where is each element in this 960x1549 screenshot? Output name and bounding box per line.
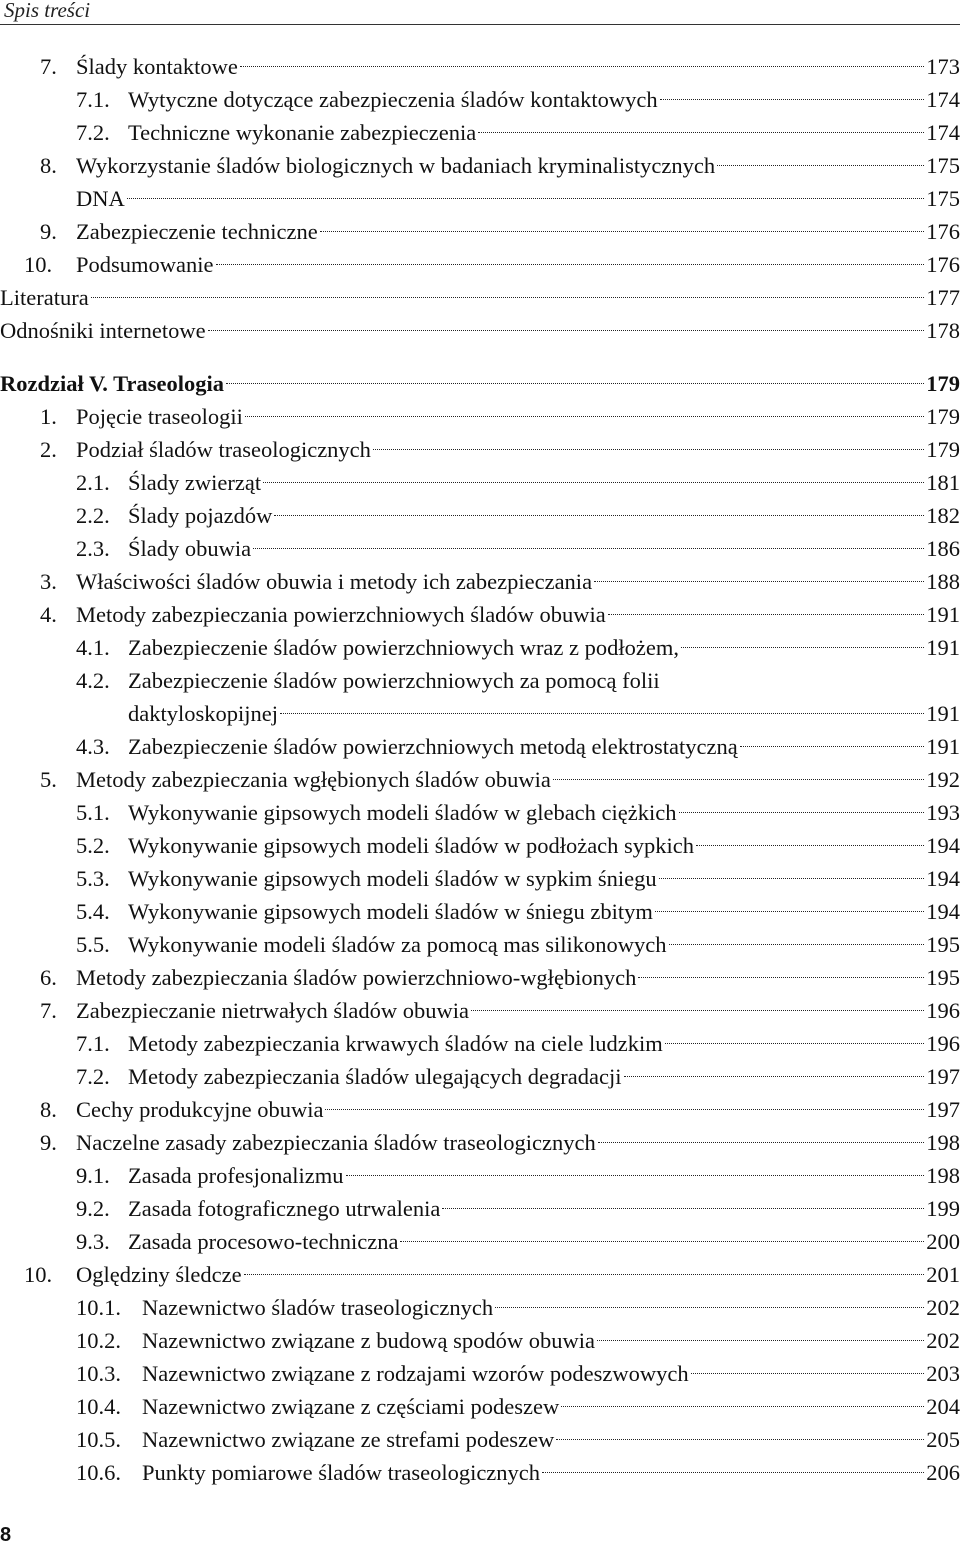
- toc-entry-page: 191: [926, 734, 960, 759]
- dot-leader: [669, 944, 925, 945]
- toc-entry[interactable]: [0, 1060, 960, 1093]
- toc-entry[interactable]: [0, 1258, 960, 1291]
- toc-entry-title: Punkty pomiarowe śladów traseologicznych: [142, 1460, 541, 1485]
- dot-leader: [346, 1175, 925, 1176]
- toc-entry-number: 7.: [40, 54, 57, 79]
- toc-entry-page: 186: [926, 536, 960, 561]
- dot-leader: [471, 1010, 924, 1011]
- toc-entry-number: 4.2.: [76, 668, 110, 693]
- toc-entry[interactable]: [0, 1225, 960, 1258]
- dot-leader: [717, 165, 924, 166]
- toc-entry[interactable]: [0, 1126, 960, 1159]
- toc-entry-page: 191: [926, 602, 960, 627]
- toc-entry-number: 2.: [40, 437, 57, 462]
- dot-leader: [263, 482, 924, 483]
- toc-entry-number: 10.6.: [76, 1460, 121, 1485]
- toc-entry-title: Cechy produkcyjne obuwia: [76, 1097, 324, 1122]
- toc-entry-page: 197: [926, 1064, 960, 1089]
- dot-leader: [226, 383, 924, 384]
- toc-entry[interactable]: [0, 314, 960, 347]
- toc-entry-number: 7.1.: [76, 1031, 110, 1056]
- toc-entry-number: 2.3.: [76, 536, 110, 561]
- toc-entry-number: 10.: [24, 1262, 53, 1287]
- toc-entry[interactable]: [0, 763, 960, 796]
- dot-leader: [478, 132, 924, 133]
- toc-entry-title: Ślady pojazdów: [128, 503, 273, 528]
- toc-entry[interactable]: [0, 215, 960, 248]
- dot-leader: [556, 1439, 924, 1440]
- toc-entry-page: 199: [926, 1196, 960, 1221]
- toc-entry-title-line1: Zabezpieczenie śladów powierzchniowych za pomocą folii: [128, 668, 660, 693]
- section-gap: [0, 347, 960, 367]
- toc-entry-title: Ślady kontaktowe: [76, 54, 238, 79]
- dot-leader: [253, 548, 924, 549]
- toc-entry[interactable]: [0, 400, 960, 433]
- toc-entry-number: 9.3.: [76, 1229, 110, 1254]
- toc-entry-title: Właściwości śladów obuwia i metody ich zabezpieczania: [76, 569, 593, 594]
- toc-entry-page: 198: [926, 1130, 960, 1155]
- toc-entry-page: 181: [926, 470, 960, 495]
- toc-entry[interactable]: [0, 565, 960, 598]
- toc-entry-number: 9.: [40, 219, 57, 244]
- toc-entry-page: 176: [926, 219, 960, 244]
- toc-entry-page: 204: [926, 1394, 960, 1419]
- toc-entry-number: 10.2.: [76, 1328, 121, 1353]
- dot-leader: [325, 1109, 924, 1110]
- dot-leader: [320, 231, 925, 232]
- toc-entry-number: 10.4.: [76, 1394, 121, 1419]
- toc-entry[interactable]: [0, 1357, 960, 1390]
- toc-entry[interactable]: [0, 1390, 960, 1423]
- toc-entry-title: Zabezpieczenie śladów powierzchniowych metodą elektrostatyczną: [128, 734, 738, 759]
- toc-entry-page: 195: [926, 965, 960, 990]
- toc-entry-title: Metody zabezpieczania śladów powierzchniowo-wgłębionych: [76, 965, 637, 990]
- table-of-contents: [0, 50, 960, 1489]
- toc-entry-number: 4.1.: [76, 635, 110, 660]
- toc-entry-title: Nazewnictwo związane z rodzajami wzorów podeszwowych: [142, 1361, 689, 1386]
- toc-entry-number: 5.5.: [76, 932, 110, 957]
- toc-entry-page: 202: [926, 1328, 960, 1353]
- toc-entry-page: 179: [926, 404, 960, 429]
- toc-entry[interactable]: [0, 367, 960, 400]
- toc-entry[interactable]: [0, 149, 960, 182]
- dot-leader: [280, 713, 924, 714]
- toc-entry-number: 5.3.: [76, 866, 110, 891]
- toc-entry[interactable]: [0, 83, 960, 116]
- toc-entry-number: 7.1.: [76, 87, 110, 112]
- dot-leader: [681, 647, 924, 648]
- toc-entry-title: Wykonywanie gipsowych modeli śladów w podłożach sypkich: [128, 833, 695, 858]
- dot-leader: [216, 264, 925, 265]
- toc-entry[interactable]: [0, 433, 960, 466]
- toc-entry-title: Wykonywanie modeli śladów za pomocą mas silikonowych: [128, 932, 667, 957]
- toc-entry-number: 5.4.: [76, 899, 110, 924]
- toc-entry-number: 10.1.: [76, 1295, 121, 1320]
- toc-entry-number: 8.: [40, 153, 57, 178]
- toc-entry[interactable]: [0, 895, 960, 928]
- toc-entry[interactable]: [0, 281, 960, 314]
- toc-entry-number: 4.: [40, 602, 57, 627]
- toc-entry-title: Wykonywanie gipsowych modeli śladów w glebach ciężkich: [128, 800, 677, 825]
- toc-entry-title: Zasada procesowo-techniczna: [128, 1229, 399, 1254]
- toc-entry-number: 6.: [40, 965, 57, 990]
- toc-entry-page: 191: [926, 635, 960, 660]
- toc-entry-number: 9.: [40, 1130, 57, 1155]
- dot-leader: [442, 1208, 924, 1209]
- dot-leader: [638, 977, 924, 978]
- toc-entry-number: 5.1.: [76, 800, 110, 825]
- toc-entry-title: Nazewnictwo związane z częściami podeszew: [142, 1394, 560, 1419]
- toc-entry-number: 7.: [40, 998, 57, 1023]
- toc-entry-page: 195: [926, 932, 960, 957]
- toc-entry[interactable]: [0, 1324, 960, 1357]
- toc-entry[interactable]: [0, 466, 960, 499]
- dot-leader: [561, 1406, 924, 1407]
- toc-entry-title: Wykonywanie gipsowych modeli śladów w śniegu zbitym: [128, 899, 653, 924]
- toc-entry-number: 4.3.: [76, 734, 110, 759]
- toc-entry-title: Ślady zwierząt: [128, 470, 262, 495]
- toc-entry[interactable]: [0, 928, 960, 961]
- toc-entry-number: 7.2.: [76, 1064, 110, 1089]
- dot-leader: [679, 812, 925, 813]
- toc-entry-number: 10.5.: [76, 1427, 121, 1452]
- toc-entry[interactable]: [0, 961, 960, 994]
- toc-entry-title: Odnośniki internetowe: [0, 318, 206, 343]
- dot-leader: [608, 614, 924, 615]
- toc-entry[interactable]: [0, 994, 960, 1027]
- toc-entry[interactable]: [0, 664, 960, 730]
- toc-entry-page: 194: [926, 866, 960, 891]
- toc-entry[interactable]: [0, 248, 960, 281]
- toc-entry-page: 194: [926, 899, 960, 924]
- toc-entry-page: 202: [926, 1295, 960, 1320]
- toc-entry-number: 8.: [40, 1097, 57, 1122]
- toc-entry-title: Podział śladów traseologicznych: [76, 437, 371, 462]
- toc-entry-page: 188: [926, 569, 960, 594]
- toc-entry-page: 201: [926, 1262, 960, 1287]
- toc-entry-title: Zabezpieczanie nietrwałych śladów obuwia: [76, 998, 469, 1023]
- toc-entry-page: 174: [926, 120, 960, 145]
- dot-leader: [91, 297, 925, 298]
- toc-entry-page: 179: [926, 371, 960, 396]
- toc-entry[interactable]: [0, 182, 960, 215]
- dot-leader: [244, 1274, 925, 1275]
- toc-entry-title: Nazewnictwo związane z budową spodów obuwia: [142, 1328, 595, 1353]
- dot-leader: [553, 779, 924, 780]
- toc-entry[interactable]: [0, 1456, 960, 1489]
- dot-leader: [691, 1373, 925, 1374]
- toc-entry[interactable]: [0, 1423, 960, 1456]
- toc-entry[interactable]: [0, 730, 960, 763]
- toc-entry[interactable]: [0, 1159, 960, 1192]
- dot-leader: [373, 449, 924, 450]
- toc-entry-title: Zasada profesjonalizmu: [128, 1163, 344, 1188]
- toc-entry-number: 2.2.: [76, 503, 110, 528]
- dot-leader: [659, 878, 925, 879]
- toc-entry-number: 9.2.: [76, 1196, 110, 1221]
- toc-entry-title: Nazewnictwo śladów traseologicznych: [142, 1295, 494, 1320]
- toc-entry-page: 197: [926, 1097, 960, 1122]
- toc-entry-title: Rozdział V. Traseologia: [0, 371, 224, 396]
- toc-entry-page: 178: [926, 318, 960, 343]
- dot-leader: [240, 66, 924, 67]
- toc-entry-page: 177: [926, 285, 960, 310]
- toc-entry[interactable]: [0, 499, 960, 532]
- toc-entry-title: daktyloskopijnej: [128, 701, 278, 726]
- toc-entry-page: 175: [926, 153, 960, 178]
- toc-entry[interactable]: [0, 631, 960, 664]
- toc-entry[interactable]: [0, 829, 960, 862]
- toc-entry-number: 10.3.: [76, 1361, 121, 1386]
- toc-entry-title: Oględziny śledcze: [76, 1262, 242, 1287]
- toc-entry-title: Pojęcie traseologii: [76, 404, 243, 429]
- toc-entry-number: 10.: [24, 252, 53, 277]
- toc-entry-number: 9.1.: [76, 1163, 110, 1188]
- toc-entry-title: Nazewnictwo związane ze strefami podeszew: [142, 1427, 555, 1452]
- dot-leader: [495, 1307, 924, 1308]
- toc-entry-page: 194: [926, 833, 960, 858]
- toc-entry-page: 182: [926, 503, 960, 528]
- toc-entry-title: Zabezpieczenie śladów powierzchniowych wraz z podłożem,: [128, 635, 679, 660]
- toc-entry-page: 175: [926, 186, 960, 211]
- toc-entry-page: 193: [926, 800, 960, 825]
- header-rule: [0, 24, 960, 25]
- toc-entry-page: 203: [926, 1361, 960, 1386]
- running-header: [0, 0, 960, 26]
- toc-entry-title: Techniczne wykonanie zabezpieczenia: [128, 120, 477, 145]
- dot-leader: [245, 416, 924, 417]
- toc-entry-title: DNA: [76, 186, 125, 211]
- dot-leader: [598, 1142, 925, 1143]
- toc-entry-title: Literatura: [0, 285, 89, 310]
- toc-entry-title: Wykonywanie gipsowych modeli śladów w sypkim śniegu: [128, 866, 657, 891]
- dot-leader: [597, 1340, 924, 1341]
- toc-entry[interactable]: [0, 796, 960, 829]
- dot-leader: [400, 1241, 924, 1242]
- toc-entry-title: Metody zabezpieczania krwawych śladów na ciele ludzkim: [128, 1031, 663, 1056]
- toc-entry-page: 191: [926, 701, 960, 726]
- toc-entry[interactable]: [0, 1291, 960, 1324]
- dot-leader: [127, 198, 925, 199]
- toc-entry[interactable]: [0, 1093, 960, 1126]
- toc-entry-number: 1.: [40, 404, 57, 429]
- toc-entry-title: Metody zabezpieczania wgłębionych śladów obuwia: [76, 767, 551, 792]
- toc-entry-title: Wytyczne dotyczące zabezpieczenia śladów kontaktowych: [128, 87, 658, 112]
- toc-entry-page: 176: [926, 252, 960, 277]
- toc-entry-number: 5.: [40, 767, 57, 792]
- dot-leader: [665, 1043, 924, 1044]
- toc-entry-title: Podsumowanie: [76, 252, 214, 277]
- dot-leader: [624, 1076, 925, 1077]
- toc-entry-title: Metody zabezpieczania śladów ulegających degradacji: [128, 1064, 622, 1089]
- toc-entry-number: 3.: [40, 569, 57, 594]
- toc-entry[interactable]: [0, 862, 960, 895]
- toc-entry-page: 206: [926, 1460, 960, 1485]
- dot-leader: [274, 515, 924, 516]
- toc-entry-page: 192: [926, 767, 960, 792]
- toc-entry-title: Zabezpieczenie techniczne: [76, 219, 318, 244]
- toc-entry-title: Naczelne zasady zabezpieczania śladów traseologicznych: [76, 1130, 596, 1155]
- toc-entry-number: 7.2.: [76, 120, 110, 145]
- toc-entry[interactable]: [0, 50, 960, 83]
- page-number: 8: [0, 1524, 12, 1546]
- toc-entry[interactable]: [0, 1027, 960, 1060]
- toc-entry-page: 196: [926, 1031, 960, 1056]
- dot-leader: [208, 330, 925, 331]
- running-header-title: Spis treści: [4, 0, 91, 22]
- toc-entry-number: 2.1.: [76, 470, 110, 495]
- dot-leader: [594, 581, 924, 582]
- toc-entry-page: 173: [926, 54, 960, 79]
- toc-entry[interactable]: [0, 598, 960, 631]
- toc-entry-title: Zasada fotograficznego utrwalenia: [128, 1196, 441, 1221]
- toc-entry-title: Wykorzystanie śladów biologicznych w badaniach kryminalistycznych: [76, 153, 716, 178]
- toc-entry-page: 174: [926, 87, 960, 112]
- dot-leader: [655, 911, 924, 912]
- toc-entry-page: 200: [926, 1229, 960, 1254]
- dot-leader: [696, 845, 924, 846]
- toc-entry[interactable]: [0, 532, 960, 565]
- toc-entry-page: 205: [926, 1427, 960, 1452]
- toc-entry-title: Metody zabezpieczania powierzchniowych śladów obuwia: [76, 602, 606, 627]
- toc-entry-number: 5.2.: [76, 833, 110, 858]
- toc-entry-page: 179: [926, 437, 960, 462]
- toc-entry-title: Ślady obuwia: [128, 536, 252, 561]
- dot-leader: [740, 746, 925, 747]
- toc-entry-page: 198: [926, 1163, 960, 1188]
- toc-entry[interactable]: [0, 1192, 960, 1225]
- dot-leader: [660, 99, 925, 100]
- toc-entry[interactable]: [0, 116, 960, 149]
- toc-entry-page: 196: [926, 998, 960, 1023]
- dot-leader: [542, 1472, 924, 1473]
